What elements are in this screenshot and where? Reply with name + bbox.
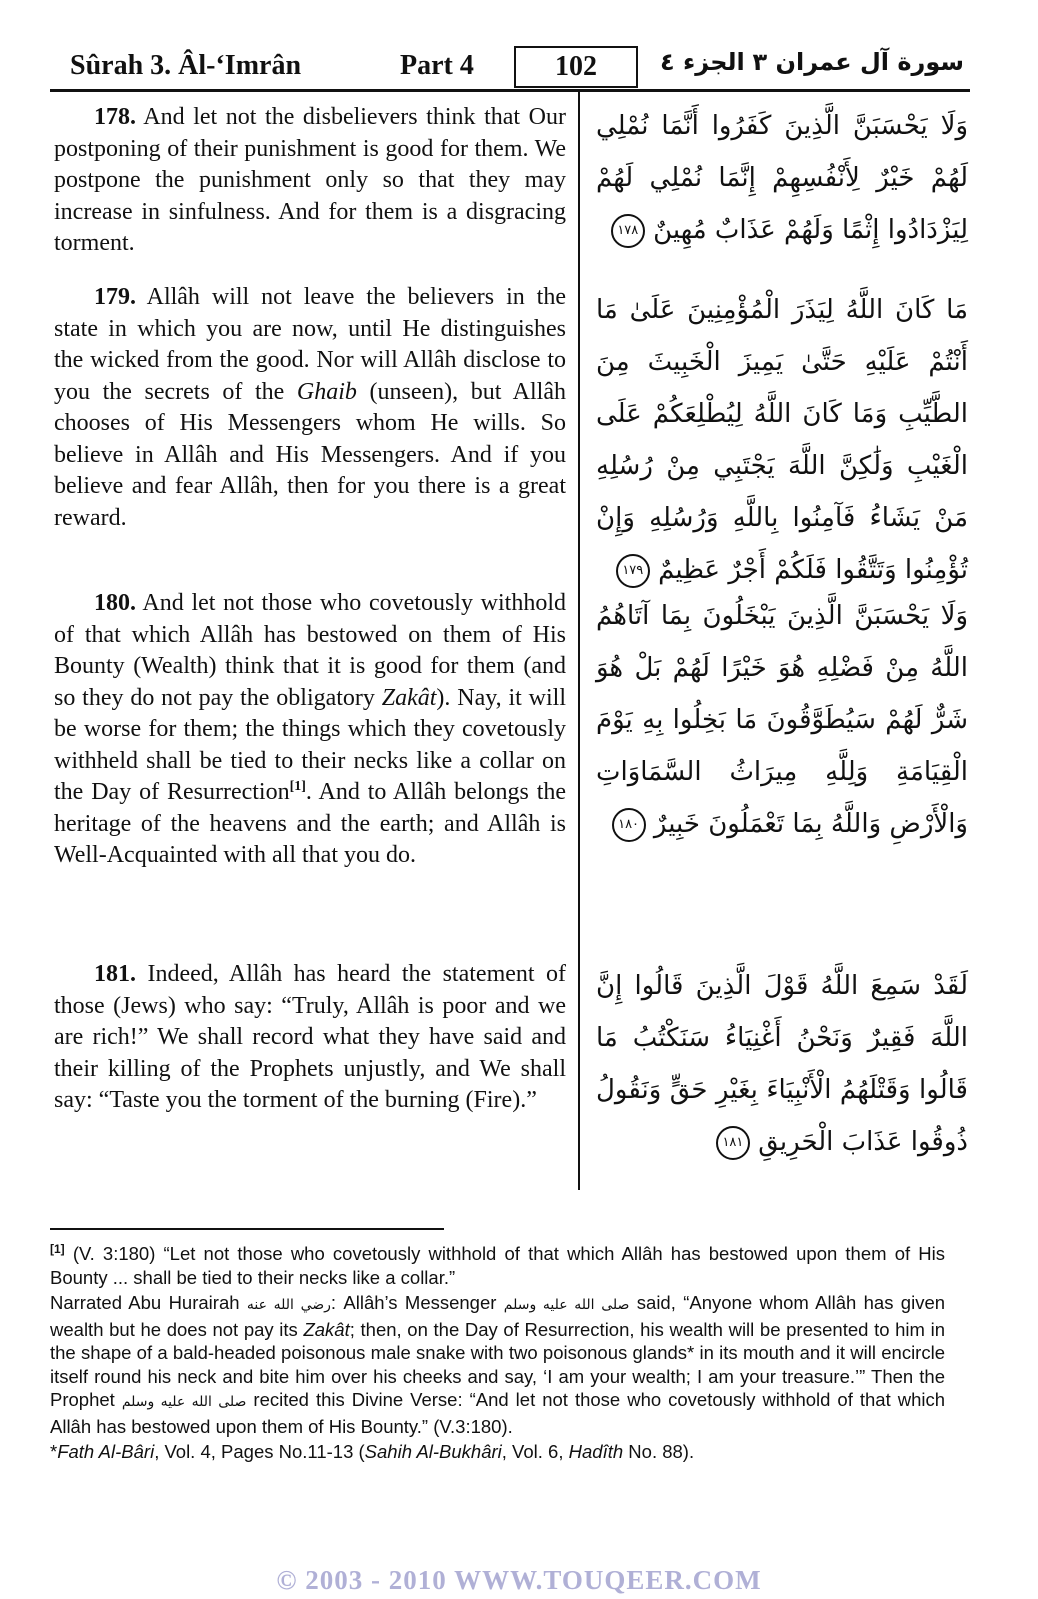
verse-179-arabic: [596, 284, 968, 596]
footnote-text: Narrated Abu Hurairah: [50, 1292, 240, 1314]
footnote-source: [50, 1440, 945, 1464]
ayah-marker-icon: ١٧٨: [611, 214, 645, 248]
surah-title-ar: سورة آل عمران ٣: [752, 48, 964, 76]
verse-text: ). Nay, it will be worse for them; the things which they covetously withheld shall be tied to their necks like a collar on the Day of Resurrection: [54, 684, 566, 805]
verse-181-english: [54, 959, 566, 1117]
surah-title-en: Sûrah 3. Âl-‘Imrân: [70, 50, 302, 81]
honorific-ar: صلى الله عليه وسلم: [121, 1394, 247, 1411]
verse-number: 181.: [94, 961, 136, 987]
arabic-text: مَا كَانَ اللَّهُ لِيَذَرَ الْمُؤْمِنِينَ عَلَىٰ مَا أَنْتُمْ عَلَيْهِ حَتَّىٰ يَمِيزَ الْخَبِيثَ مِنَ الطَّيِّبِ وَمَا كَانَ اللَّهُ لِيُطْلِعَكُمْ عَلَى الْغَيْبِ وَلَٰكِنَّ اللَّهَ يَجْتَبِي مِنْ رُسُلِهِ مَنْ يَشَاءُ فَآمِنُوا بِاللَّهِ وَرُسُلِهِ وَإِنْ تُؤْمِنُوا وَتَتَّقُوا فَلَكُمْ أَجْرٌ عَظِيمٌ: [596, 295, 968, 585]
footnote-text: , Vol. 6,: [501, 1441, 569, 1463]
honorific-ar: صلى الله عليه وسلم: [503, 1297, 630, 1314]
arabic-text: لَقَدْ سَمِعَ اللَّهُ قَوْلَ الَّذِينَ قَالُوا إِنَّ اللَّهَ فَقِيرٌ وَنَحْنُ أَغْنِيَاءُ سَنَكْتُبُ مَا قَالُوا وَقَتْلَهُمُ الْأَنْبِيَاءَ بِغَيْرِ حَقٍّ وَنَقُولُ ذُوقُوا عَذَابَ الْحَرِيقِ: [596, 971, 968, 1157]
footnote-marker: [1]: [50, 1242, 65, 1256]
header-rule: [50, 89, 970, 92]
verse-181-arabic: [596, 960, 968, 1168]
verse-text: And let not those who covetously withhold of that which Allâh has bestowed on them of His Bounty (Wealth) think that it is good for them (and so they do not pay the obligatory: [54, 590, 567, 711]
footnote-italic: Sahih Al-Bukhâri: [364, 1441, 502, 1463]
arabic-text: وَلَا يَحْسَبَنَّ الَّذِينَ كَفَرُوا أَنَّمَا نُمْلِي لَهُمْ خَيْرٌ لِأَنْفُسِهِمْ إِنَّمَا نُمْلِي لَهُمْ لِيَزْدَادُوا إِثْمًا وَلَهُمْ عَذَابٌ مُهِينٌ: [596, 111, 968, 245]
arabic-text: وَلَا يَحْسَبَنَّ الَّذِينَ يَبْخَلُونَ بِمَا آتَاهُمُ اللَّهُ مِنْ فَضْلِهِ هُوَ خَيْرًا لَهُمْ بَلْ هُوَ شَرٌّ لَهُمْ سَيُطَوَّقُونَ مَا بَخِلُوا بِهِ يَوْمَ الْقِيَامَةِ وَلِلَّهِ مِيرَاثُ السَّمَاوَاتِ وَالْأَرْضِ وَاللَّهُ بِمَا تَعْمَلُونَ خَبِيرٌ: [596, 601, 968, 839]
verse-number: 178.: [94, 104, 136, 130]
footnote-ref-text: (V. 3:180) “Let not those who covetously withhold of that which Allâh has bestowed upon them of His Bounty ... shall be tied to their necks like a collar.”: [50, 1243, 945, 1288]
verse-number: 179.: [94, 284, 136, 310]
page-number: 102: [514, 46, 638, 88]
verse-text: Indeed, Allâh has heard the statement of those (Jews) who say: “Truly, Allâh is poor and we are rich!” We shall record what they have said and their killing of the Prophets unjustly, and We shall say: “Taste you the torment of the burning (Fire).”: [54, 961, 566, 1113]
footnote-text: *: [50, 1441, 58, 1463]
verse-text: . And to Allâh belongs the heritage of the heavens and the earth; and Allâh is Well-Acquainted with all that you do.: [54, 779, 567, 868]
footnote-hadith: [50, 1291, 945, 1438]
copyright-watermark: © 2003 - 2010 WWW.TOUQEER.COM: [276, 1565, 762, 1595]
footnote: [50, 1238, 945, 1466]
footnote-italic: Hadîth: [568, 1441, 624, 1463]
verse-180-english: [54, 588, 566, 872]
footnote-italic: Fath Al-Bâri: [57, 1441, 155, 1463]
part-label-en: Part 4: [400, 50, 474, 81]
page-header: [50, 44, 970, 88]
verse-text-italic: Ghaib: [296, 378, 357, 405]
ayah-marker-icon: ١٧٩: [616, 554, 650, 588]
column-divider: [578, 92, 580, 1190]
verse-text: Allâh will not leave the believers in the state in which you are now, until He distinguishes the wicked from the good. Nor will Allâh disclose to you the secrets of the: [54, 284, 566, 405]
footnote-text: ; then, on the Day of Resurrection, his wealth will be presented to him in the shape of a bald-headed poisonous male snake with two poisonous glands* in its mouth and it will encircle itself round his neck and bite him over his cheeks and say, ‘I am your wealth; I am your treasure.’” Then the Prophet: [50, 1318, 945, 1411]
verse-178-english: [54, 102, 566, 260]
part-label-ar: الجزء ٤: [660, 48, 745, 76]
footnote-ref[interactable]: [1]: [289, 779, 306, 794]
footnote-text: said, “Anyone whom Allâh has given wealth but he does not pay its: [50, 1292, 946, 1340]
footnote-italic: Zakât: [303, 1318, 350, 1340]
ayah-marker-icon: ١٨٠: [612, 808, 646, 842]
ayah-marker-icon: ١٨١: [716, 1126, 750, 1160]
verse-text: (unseen), but Allâh chooses of His Messengers whom He wills. So believe in Allâh and His Messengers. And if you believe and fear Allâh, then for you there is a great reward.: [54, 378, 567, 531]
verse-number: 180.: [94, 590, 136, 616]
footnote-reference: [50, 1238, 945, 1289]
honorific-ar: رضي الله عنه: [246, 1297, 331, 1314]
footnote-rule: [50, 1228, 444, 1230]
verse-178-arabic: [596, 100, 968, 256]
footnote-text: No. 88).: [623, 1441, 695, 1463]
verse-text-italic: Zakât: [381, 684, 437, 711]
footnote-text: recited this Divine Verse: “And let not those who covetously withhold of that which Allâh has bestowed upon them of His Bounty.” (V.3:180).: [50, 1389, 946, 1437]
footnote-text: , Vol. 4, Pages No.11-13 (: [154, 1441, 365, 1463]
footnote-text: : Allâh’s Messenger: [330, 1292, 497, 1314]
verse-179-english: [54, 282, 566, 534]
verse-180-arabic: [596, 590, 968, 850]
verse-text: And let not the disbelievers think that Our postponing of their punishment is good for them. We postpone the punishment only so that they may increase in sinfulness. And for them is a disgracing torment.: [54, 104, 566, 256]
